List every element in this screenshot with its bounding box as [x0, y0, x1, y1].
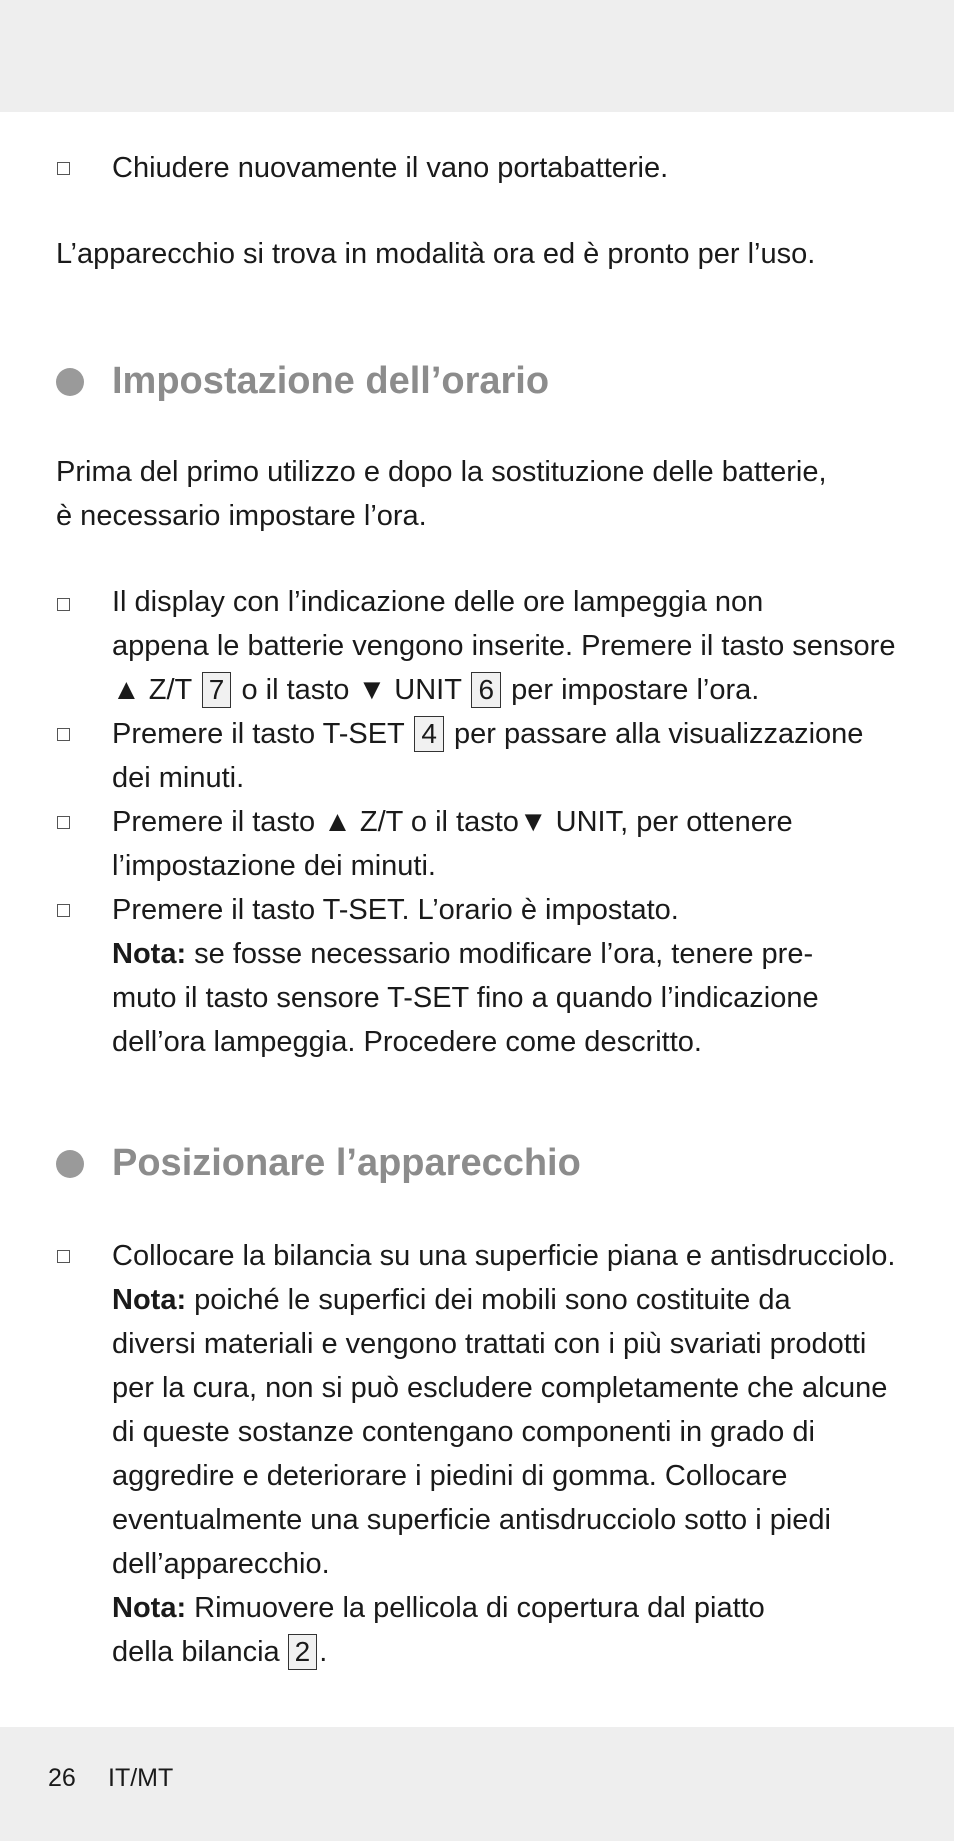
checkbox-bullet — [57, 162, 70, 175]
header-band — [0, 0, 954, 112]
position-note1-line6: eventualmente una superficie antisdrucciolo sotto i piedi — [112, 1504, 831, 1536]
section-bullet-dot — [56, 1150, 84, 1178]
time-intro-line2: è necessario impostare l’ora. — [56, 500, 427, 532]
key-unit-label: o il tasto ▼ UNIT — [241, 674, 462, 706]
position-note1-line7: dell’apparecchio. — [112, 1548, 330, 1580]
step2-text-b: per passare alla visualizzazione — [453, 718, 864, 750]
checkbox-bullet — [57, 728, 70, 741]
position-note1-line1 — [112, 1278, 912, 1322]
note-text: se fosse necessario modificare l’ora, tenere pre- — [194, 938, 814, 970]
key-ref-6: 6 — [471, 672, 501, 708]
note-label: Nota: — [112, 1284, 187, 1316]
time-step3-line2: l’impostazione dei minuti. — [112, 850, 436, 882]
section-bullet-dot — [56, 368, 84, 396]
position-note2-line1 — [112, 1586, 912, 1630]
position-note2-line2 — [112, 1630, 912, 1674]
time-step3-line1: Premere il tasto ▲ Z/T o il tasto▼ UNIT, per ottenere — [112, 806, 793, 838]
key-ref-2: 2 — [288, 1634, 318, 1670]
note-label: Nota: — [112, 938, 187, 970]
section-heading-time: Impostazione dell’orario — [112, 360, 550, 402]
time-step4-note-line2: muto il tasto sensore T-SET fino a quando l’indicazione — [112, 982, 819, 1014]
note-text: Rimuovere la pellicola di copertura dal piatto — [194, 1592, 765, 1624]
step1-tail: per impostare l’ora. — [511, 674, 760, 706]
note2-text-a: della bilancia — [112, 1636, 280, 1668]
position-note1-line3: per la cura, non si può escludere completamente che alcune — [112, 1372, 888, 1404]
position-note1-line5: aggredire e deteriorare i piedini di gomma. Collocare — [112, 1460, 788, 1492]
checkbox-bullet — [57, 816, 70, 829]
position-step1-line1: Collocare la bilancia su una superficie piana e antisdrucciolo. — [112, 1240, 896, 1272]
time-step2-line1 — [112, 712, 912, 756]
time-intro-line1: Prima del primo utilizzo e dopo la sostituzione delle batterie, — [56, 456, 827, 488]
position-note1-line4: di queste sostanze contengano componenti in grado di — [112, 1416, 815, 1448]
checkbox-bullet — [57, 1250, 70, 1263]
key-ref-4: 4 — [414, 716, 444, 752]
language-code: IT/MT — [108, 1764, 174, 1792]
checkbox-bullet — [57, 598, 70, 611]
key-z-t-label: ▲ Z/T — [112, 674, 192, 706]
checkbox-bullet — [57, 904, 70, 917]
key-ref-7: 7 — [202, 672, 232, 708]
time-step4-note-line3: dell’ora lampeggia. Procedere come descritto. — [112, 1026, 702, 1058]
time-step4-line1: Premere il tasto T-SET. L’orario è impostato. — [112, 894, 679, 926]
time-step4-note-line1 — [112, 932, 912, 976]
time-step1-line3 — [112, 668, 912, 712]
note-label: Nota: — [112, 1592, 187, 1624]
time-step1-line1: Il display con l’indicazione delle ore lampeggia non — [112, 586, 764, 618]
note2-period: . — [319, 1636, 328, 1668]
note-text: poiché le superfici dei mobili sono costituite da — [194, 1284, 791, 1316]
step-close-battery: Chiudere nuovamente il vano portabatterie. — [112, 152, 669, 184]
section-heading-position: Posizionare l’apparecchio — [112, 1142, 581, 1184]
ready-paragraph: L’apparecchio si trova in modalità ora ed è pronto per l’uso. — [56, 238, 816, 270]
page-number: 26 — [48, 1764, 76, 1792]
time-step1-line2: appena le batterie vengono inserite. Premere il tasto sensore — [112, 630, 896, 662]
step2-text-a: Premere il tasto T-SET — [112, 718, 405, 750]
time-step2-line2: dei minuti. — [112, 762, 245, 794]
position-note1-line2: diversi materiali e vengono trattati con i più svariati prodotti — [112, 1328, 867, 1360]
